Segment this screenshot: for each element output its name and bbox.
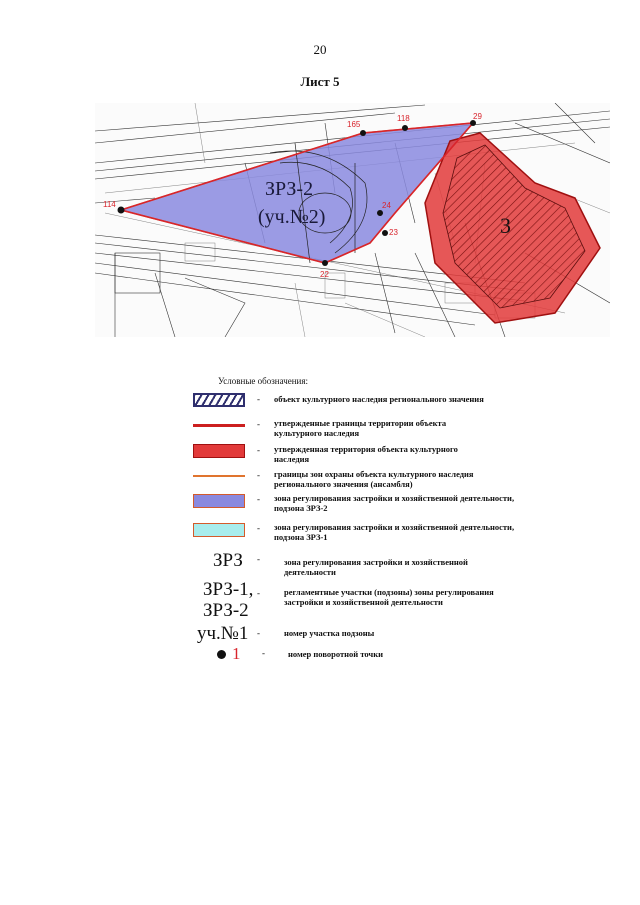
legend-text: утвержденная территория объекта культурного наследия — [274, 444, 458, 464]
legend-text: объект культурного наследия регионального значения — [274, 394, 484, 404]
point-label: 23 — [389, 228, 398, 237]
legend-text: зона регулирования застройки и хозяйственной деятельности — [284, 557, 468, 577]
legend-text: номер поворотной точки — [288, 649, 384, 659]
point-dot-icon — [217, 650, 226, 659]
zone-label: ЗРЗ-2 — [265, 178, 314, 200]
orange-line-swatch — [193, 475, 245, 477]
point-label: 118 — [397, 114, 410, 123]
legend-dash: - — [257, 419, 260, 429]
legend-dash: - — [257, 445, 260, 455]
red-line-swatch — [193, 424, 245, 427]
legend-dash: - — [257, 394, 260, 404]
cyan-fill-swatch — [193, 523, 245, 537]
legend-title: Условные обозначения: — [218, 376, 309, 386]
legend-dash: - — [257, 628, 260, 638]
point-label: 24 — [382, 201, 391, 210]
code-label: ЗРЗ-2 — [203, 600, 249, 621]
sheet-title: Лист 5 — [300, 74, 340, 89]
code-label: 1 — [232, 644, 241, 663]
point-label: 165 — [347, 120, 361, 129]
legend-dash: - — [257, 494, 260, 504]
page-number: 20 — [313, 42, 327, 57]
code-label: ЗРЗ-1, — [203, 579, 254, 600]
legend-dash: - — [257, 588, 260, 598]
point-label: 114 — [103, 200, 116, 209]
point-label: 22 — [320, 270, 329, 279]
object-label: 3 — [500, 213, 511, 238]
legend-dash: - — [257, 523, 260, 533]
point-label: 29 — [473, 112, 482, 121]
legend-text: регламентные участки (подзоны) зоны регулирования застройки и хозяйственной деятельности — [284, 587, 494, 607]
red-fill-swatch — [193, 444, 245, 458]
legend-dash: - — [257, 470, 260, 480]
legend-text: утвержденные границы территории объекта культурного наследия — [274, 418, 447, 438]
code-label: уч.№1 — [197, 623, 249, 644]
legend-dash: - — [257, 554, 260, 564]
legend-text: зона регулирования застройки и хозяйственной деятельности, подзона ЗРЗ-1 — [274, 522, 515, 542]
legend-text: границы зон охраны объекта культурного наследия регионального значения (ансамбля) — [274, 469, 474, 489]
legend-dash: - — [262, 648, 265, 658]
legend-text: номер участка подзоны — [284, 628, 375, 638]
legend-text: зона регулирования застройки и хозяйственной деятельности, подзона ЗРЗ-2 — [274, 493, 515, 513]
code-label: ЗРЗ — [213, 550, 243, 571]
hatch-swatch — [193, 393, 245, 407]
blue-fill-swatch — [193, 494, 245, 508]
zone-label-plot: (уч.№2) — [258, 206, 326, 228]
